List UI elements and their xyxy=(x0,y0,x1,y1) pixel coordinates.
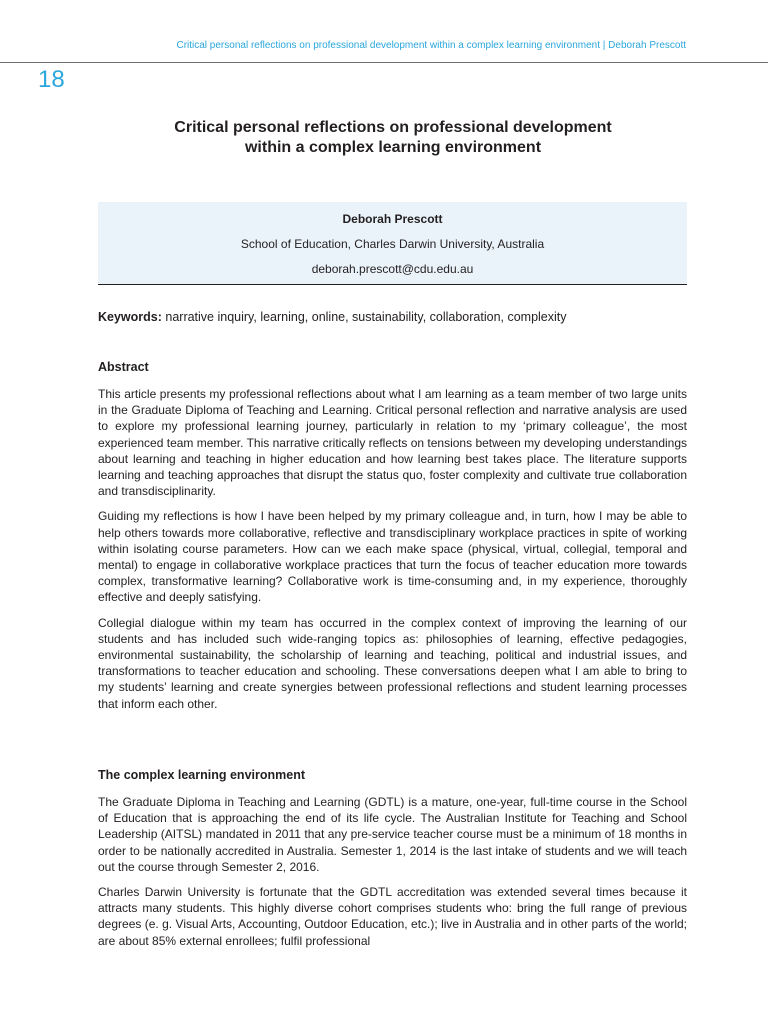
article-title xyxy=(98,118,688,158)
author-email: deborah.prescott@cdu.edu.au xyxy=(311,262,474,276)
abstract-heading: Abstract xyxy=(98,360,149,374)
article-title-line-1: Critical personal reflections on professional development xyxy=(174,119,612,136)
article-title-line-2: within a complex learning environment xyxy=(244,139,542,156)
abstract-paragraph: Guiding my reflections is how I have been helped by my primary colleague and, in turn, how I may be able to help others towards more collaborative, reflective and transdisciplinary workplace practices in spite of working within isolating course parameters. How can we each make space (physical, virtual, collegial, temporal and mental) to engage in collaborative workplace practices that turn the focus of teacher education more towards complex, transformative learning? Collaborative work is time-consuming and, in my experience, thoroughly effective and deeply satisfying. xyxy=(98,509,687,605)
section-paragraph: Charles Darwin University is fortunate that the GDTL accreditation was extended several times because it attracts many students. This highly diverse cohort comprises students who: bring the full range of previous degrees (e. g. Visual Arts, Accounting, Outdoor Education, etc.); live in Australia and in other parts of the world; are about 85% external enrollees; fulfil professional xyxy=(98,885,687,948)
section-body xyxy=(98,794,687,958)
author-box xyxy=(98,202,687,285)
abstract-paragraph: Collegial dialogue within my team has occurred in the complex context of improving the learning of our students and has included such wide-ranging topics as: philosophies of learning, effective pedagogies, environmental sustainability, the scholarship of learning and teaching, political and industrial issues, and transformations to teacher education and schooling. These conversations deepen what I am able to bring to my students’ learning and create synergies between professional reflections and student learning processes that inform each other. xyxy=(98,615,687,711)
page-number: 18 xyxy=(38,66,65,93)
abstract-body xyxy=(98,386,687,721)
section-heading: The complex learning environment xyxy=(98,768,305,782)
author-affiliation: School of Education, Charles Darwin University, Australia xyxy=(240,237,545,251)
running-header: Critical personal reflections on professional development within a complex learning environment | Deborah Prescott xyxy=(176,40,686,51)
keywords-line xyxy=(98,310,688,324)
section-paragraph: The Graduate Diploma in Teaching and Learning (GDTL) is a mature, one-year, full-time course in the School of Education that is approaching the end of its life cycle. The Australian Institute for Teaching and School Leadership (AITSL) mandated in 2011 that any pre-service teacher course must be a minimum of 18 months in order to be nationally accredited in Australia. Semester 1, 2014 is the last intake of students and we will teach out the course through Semester 2, 2016. xyxy=(98,795,687,874)
abstract-paragraph: This article presents my professional reflections about what I am learning as a team member of two large units in the Graduate Diploma of Teaching and Learning. Critical personal reflection and narrative analysis are used to explore my professional learning journey, particularly in relation to my ‘primary colleague’, the most experienced team member. This narrative critically reflects on tensions between my developing understandings about learning and teaching in higher education and how learning best takes place. The literature supports learning and teaching approaches that disrupt the status quo, foster complexity and cultivate true collaboration and transdisciplinarity. xyxy=(98,387,687,499)
keywords-text: narrative inquiry, learning, online, sustainability, collaboration, complexity xyxy=(161,310,567,324)
header-rule xyxy=(0,62,768,63)
keywords-label: Keywords: xyxy=(98,310,162,324)
author-name: Deborah Prescott xyxy=(342,212,443,226)
